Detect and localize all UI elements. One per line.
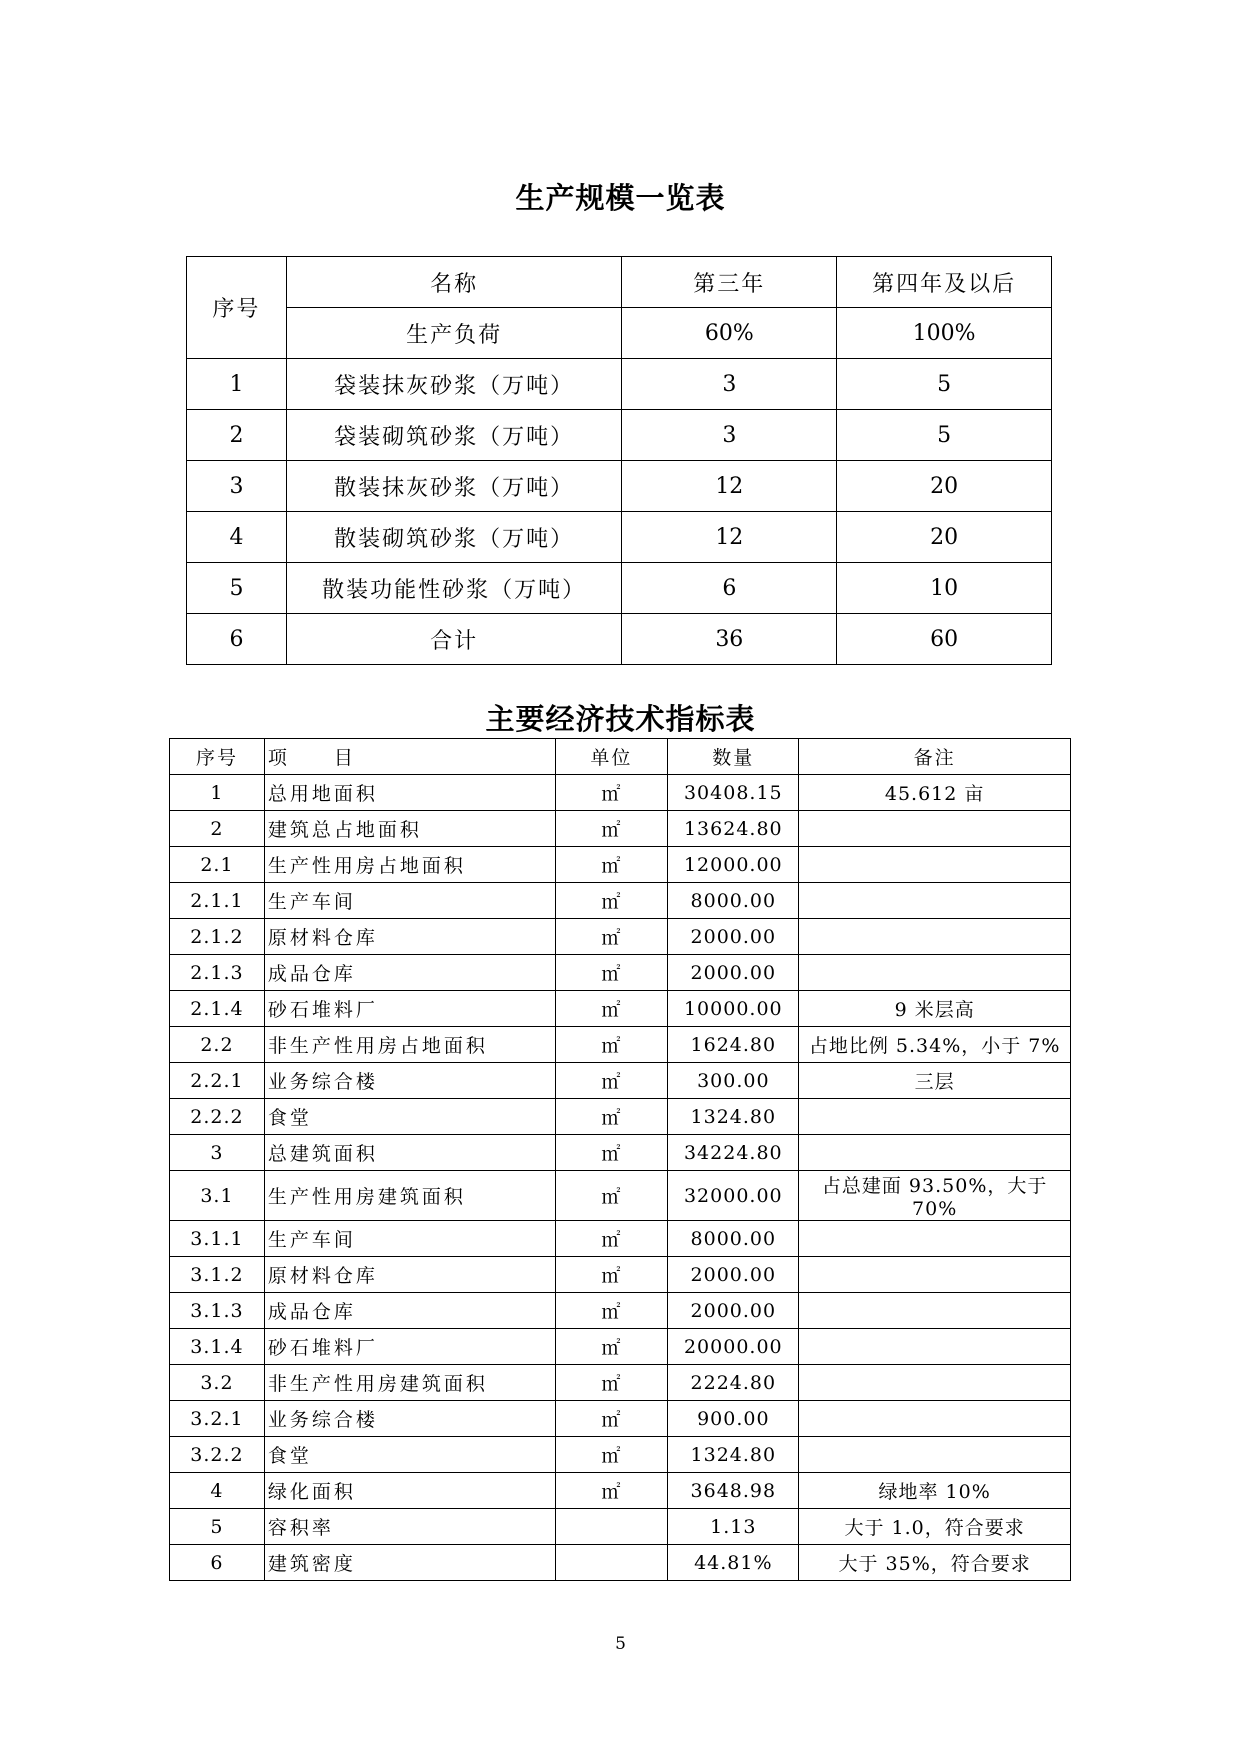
row-item: 成品仓库	[264, 955, 555, 991]
row-seq: 2.2.2	[170, 1099, 265, 1135]
table1-header-row	[187, 257, 1052, 308]
row-qty: 1324.80	[668, 1099, 799, 1135]
row-name: 散装砌筑砂浆（万吨）	[286, 512, 622, 563]
row-qty: 8000.00	[668, 883, 799, 919]
row-seq: 4	[170, 1473, 265, 1509]
row-qty: 2000.00	[668, 1257, 799, 1293]
table-row	[170, 1171, 1071, 1221]
table-row	[170, 811, 1071, 847]
row-item: 容积率	[264, 1509, 555, 1545]
row-seq: 2.1.4	[170, 991, 265, 1027]
table-row	[187, 359, 1052, 410]
row-seq: 3.1.1	[170, 1221, 265, 1257]
row-unit: ㎡	[555, 1063, 668, 1099]
table-row	[170, 1509, 1071, 1545]
row-name: 合计	[286, 614, 622, 665]
row-note	[799, 1329, 1071, 1365]
row-item: 食堂	[264, 1437, 555, 1473]
table-row	[170, 955, 1071, 991]
row-note	[799, 1437, 1071, 1473]
table-row	[170, 1027, 1071, 1063]
row-year3: 3	[622, 410, 837, 461]
row-item: 生产车间	[264, 883, 555, 919]
load-year3: 60%	[622, 308, 837, 359]
row-note	[799, 1365, 1071, 1401]
table-row	[170, 1257, 1071, 1293]
table-row	[170, 1099, 1071, 1135]
header-seq: 序号	[187, 257, 287, 359]
row-year4: 5	[837, 410, 1052, 461]
row-name: 袋装抹灰砂浆（万吨）	[286, 359, 622, 410]
header-year3: 第三年	[622, 257, 837, 308]
row-note	[799, 1221, 1071, 1257]
header-note: 备注	[799, 739, 1071, 775]
row-unit: ㎡	[555, 811, 668, 847]
row-seq: 3.1.2	[170, 1257, 265, 1293]
row-seq: 5	[187, 563, 287, 614]
row-unit	[555, 1509, 668, 1545]
row-item: 建筑总占地面积	[264, 811, 555, 847]
row-seq: 1	[187, 359, 287, 410]
row-unit: ㎡	[555, 775, 668, 811]
header-unit: 单位	[555, 739, 668, 775]
row-seq: 3.1.3	[170, 1293, 265, 1329]
row-item: 总用地面积	[264, 775, 555, 811]
table-row	[170, 1135, 1071, 1171]
row-unit: ㎡	[555, 919, 668, 955]
row-name: 散装功能性砂浆（万吨）	[286, 563, 622, 614]
row-unit: ㎡	[555, 955, 668, 991]
row-seq: 3.1	[170, 1171, 265, 1221]
row-seq: 2.2.1	[170, 1063, 265, 1099]
row-unit: ㎡	[555, 883, 668, 919]
row-item: 非生产性用房占地面积	[264, 1027, 555, 1063]
table-row	[187, 614, 1052, 665]
row-note	[799, 883, 1071, 919]
row-seq: 3.2.2	[170, 1437, 265, 1473]
economic-indicators-table	[169, 738, 1071, 1581]
row-seq: 3	[170, 1135, 265, 1171]
row-qty: 10000.00	[668, 991, 799, 1027]
row-qty: 30408.15	[668, 775, 799, 811]
row-year4: 10	[837, 563, 1052, 614]
row-qty: 2224.80	[668, 1365, 799, 1401]
row-item: 生产性用房占地面积	[264, 847, 555, 883]
header-seq: 序号	[170, 739, 265, 775]
header-item: 项 目	[264, 739, 555, 775]
table-row	[170, 1365, 1071, 1401]
row-unit: ㎡	[555, 1473, 668, 1509]
row-seq: 3.2	[170, 1365, 265, 1401]
row-unit: ㎡	[555, 1365, 668, 1401]
header-name: 名称	[286, 257, 622, 308]
table-row	[170, 775, 1071, 811]
row-note	[799, 919, 1071, 955]
row-qty: 1624.80	[668, 1027, 799, 1063]
row-name: 散装抹灰砂浆（万吨）	[286, 461, 622, 512]
table-row	[170, 847, 1071, 883]
row-unit: ㎡	[555, 1135, 668, 1171]
row-note	[799, 1401, 1071, 1437]
table-row	[187, 563, 1052, 614]
row-unit: ㎡	[555, 1171, 668, 1221]
table-row	[170, 883, 1071, 919]
row-seq: 2.1.2	[170, 919, 265, 955]
row-item: 建筑密度	[264, 1545, 555, 1581]
row-note: 9 米层高	[799, 991, 1071, 1027]
table-row	[170, 1473, 1071, 1509]
row-note	[799, 847, 1071, 883]
row-qty: 32000.00	[668, 1171, 799, 1221]
table-row	[170, 919, 1071, 955]
row-year4: 20	[837, 461, 1052, 512]
row-qty: 1.13	[668, 1509, 799, 1545]
row-qty: 8000.00	[668, 1221, 799, 1257]
row-seq: 1	[170, 775, 265, 811]
row-year3: 36	[622, 614, 837, 665]
row-qty: 44.81%	[668, 1545, 799, 1581]
row-item: 非生产性用房建筑面积	[264, 1365, 555, 1401]
row-seq: 6	[170, 1545, 265, 1581]
row-unit	[555, 1545, 668, 1581]
row-qty: 2000.00	[668, 1293, 799, 1329]
row-item: 业务综合楼	[264, 1063, 555, 1099]
row-note: 大于 1.0，符合要求	[799, 1509, 1071, 1545]
row-seq: 3.1.4	[170, 1329, 265, 1365]
row-unit: ㎡	[555, 1027, 668, 1063]
row-year4: 60	[837, 614, 1052, 665]
row-item: 食堂	[264, 1099, 555, 1135]
row-seq: 3	[187, 461, 287, 512]
row-seq: 2.1.3	[170, 955, 265, 991]
row-note	[799, 1257, 1071, 1293]
table-row	[170, 1437, 1071, 1473]
table-row	[170, 1401, 1071, 1437]
row-qty: 12000.00	[668, 847, 799, 883]
row-year4: 20	[837, 512, 1052, 563]
row-unit: ㎡	[555, 1329, 668, 1365]
table-row	[170, 1221, 1071, 1257]
row-year4: 5	[837, 359, 1052, 410]
row-item: 绿化面积	[264, 1473, 555, 1509]
row-unit: ㎡	[555, 1437, 668, 1473]
table-row	[187, 512, 1052, 563]
table-row	[170, 1063, 1071, 1099]
row-item: 生产性用房建筑面积	[264, 1171, 555, 1221]
row-unit: ㎡	[555, 1221, 668, 1257]
row-seq: 3.2.1	[170, 1401, 265, 1437]
table-row	[170, 1293, 1071, 1329]
row-item: 砂石堆料厂	[264, 1329, 555, 1365]
row-unit: ㎡	[555, 1257, 668, 1293]
row-seq: 5	[170, 1509, 265, 1545]
row-qty: 20000.00	[668, 1329, 799, 1365]
row-note	[799, 955, 1071, 991]
table-row	[187, 461, 1052, 512]
row-note: 占总建面 93.50%，大于 70%	[799, 1171, 1071, 1221]
row-qty: 13624.80	[668, 811, 799, 847]
row-note	[799, 1293, 1071, 1329]
load-label: 生产负荷	[286, 308, 622, 359]
table-row	[170, 991, 1071, 1027]
row-year3: 12	[622, 461, 837, 512]
row-item: 原材料仓库	[264, 1257, 555, 1293]
row-name: 袋装砌筑砂浆（万吨）	[286, 410, 622, 461]
row-note: 45.612 亩	[799, 775, 1071, 811]
row-note	[799, 811, 1071, 847]
row-qty: 3648.98	[668, 1473, 799, 1509]
row-qty: 1324.80	[668, 1437, 799, 1473]
row-note: 三层	[799, 1063, 1071, 1099]
row-unit: ㎡	[555, 1401, 668, 1437]
row-qty: 2000.00	[668, 919, 799, 955]
header-year4: 第四年及以后	[837, 257, 1052, 308]
row-note: 大于 35%，符合要求	[799, 1545, 1071, 1581]
row-item: 业务综合楼	[264, 1401, 555, 1437]
row-unit: ㎡	[555, 847, 668, 883]
production-scale-table	[186, 256, 1052, 665]
row-note	[799, 1135, 1071, 1171]
table-row	[170, 1329, 1071, 1365]
table-row	[170, 1545, 1071, 1581]
header-qty: 数量	[668, 739, 799, 775]
row-seq: 2	[170, 811, 265, 847]
row-seq: 4	[187, 512, 287, 563]
table2-header-row	[170, 739, 1071, 775]
row-seq: 2.2	[170, 1027, 265, 1063]
row-note	[799, 1099, 1071, 1135]
table1-title: 生产规模一览表	[515, 181, 726, 215]
row-unit: ㎡	[555, 1099, 668, 1135]
load-year4: 100%	[837, 308, 1052, 359]
row-seq: 2.1	[170, 847, 265, 883]
row-item: 原材料仓库	[264, 919, 555, 955]
row-seq: 2.1.1	[170, 883, 265, 919]
table-row	[187, 410, 1052, 461]
row-note: 占地比例 5.34%，小于 7%	[799, 1027, 1071, 1063]
row-year3: 3	[622, 359, 837, 410]
row-item: 总建筑面积	[264, 1135, 555, 1171]
row-unit: ㎡	[555, 991, 668, 1027]
table2-title: 主要经济技术指标表	[485, 702, 756, 736]
row-unit: ㎡	[555, 1293, 668, 1329]
table1-load-row	[187, 308, 1052, 359]
row-item: 生产车间	[264, 1221, 555, 1257]
row-qty: 2000.00	[668, 955, 799, 991]
row-year3: 12	[622, 512, 837, 563]
row-seq: 2	[187, 410, 287, 461]
row-seq: 6	[187, 614, 287, 665]
row-qty: 300.00	[668, 1063, 799, 1099]
row-year3: 6	[622, 563, 837, 614]
row-qty: 34224.80	[668, 1135, 799, 1171]
row-qty: 900.00	[668, 1401, 799, 1437]
page-number: 5	[615, 1634, 626, 1654]
row-note: 绿地率 10%	[799, 1473, 1071, 1509]
row-item: 砂石堆料厂	[264, 991, 555, 1027]
row-item: 成品仓库	[264, 1293, 555, 1329]
